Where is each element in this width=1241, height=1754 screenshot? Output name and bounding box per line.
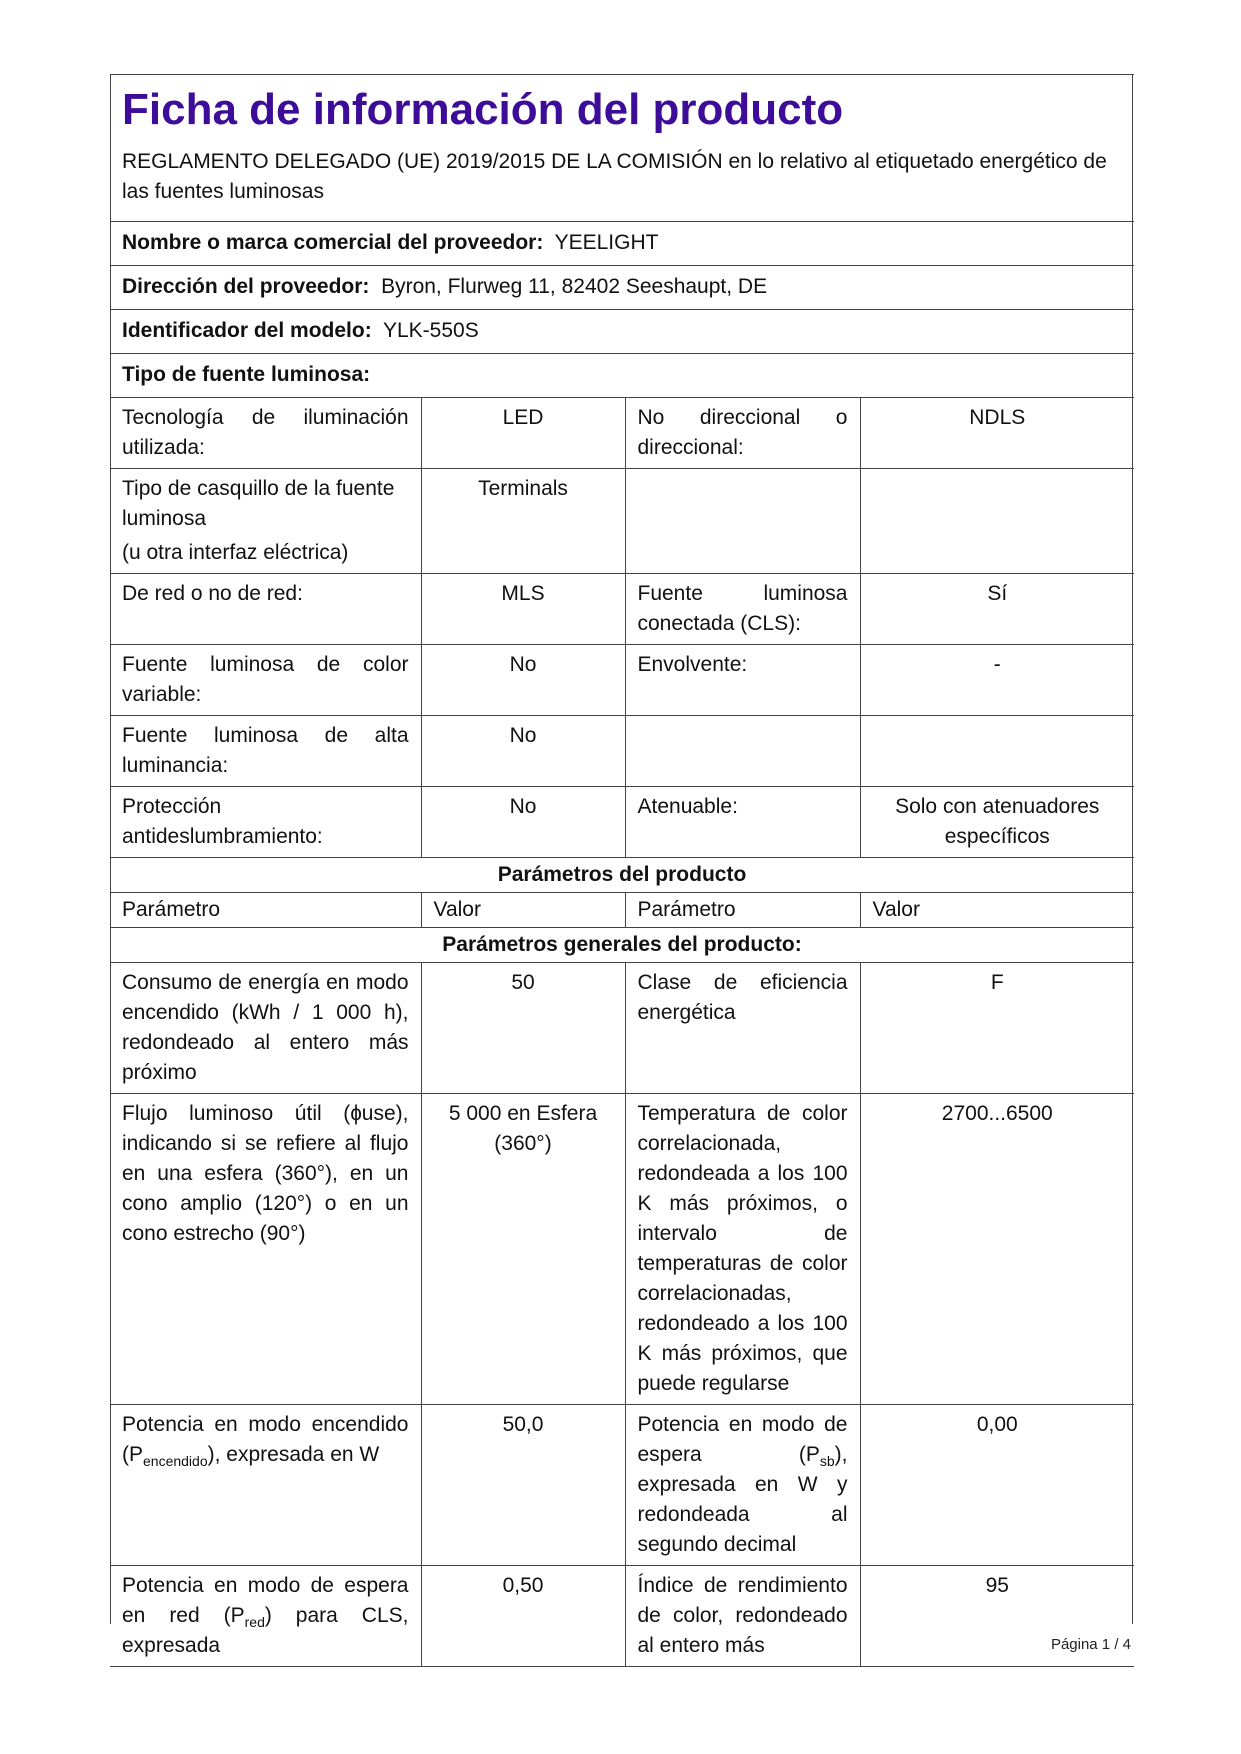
cell-label: Fuente luminosa de alta luminancia: — [110, 716, 421, 787]
cell-value: - — [860, 645, 1134, 716]
table-row — [110, 787, 1134, 858]
table-row — [110, 716, 1134, 787]
page-title: Ficha de información del producto — [122, 85, 844, 134]
model-row — [110, 310, 1134, 354]
cell-value: 0,00 — [860, 1405, 1134, 1566]
address-label: Dirección del proveedor: — [122, 275, 370, 298]
cell-label: Atenuable: — [625, 787, 860, 858]
address-row — [110, 266, 1134, 310]
cell-value: No — [421, 716, 625, 787]
product-table — [110, 398, 1134, 1667]
frame-right-border — [1132, 74, 1133, 1624]
cell-label-line: Tipo de casquillo de la fuente luminosa — [122, 477, 395, 530]
cell-label: Fuente luminosa de color variable: — [110, 645, 421, 716]
table-row — [110, 398, 1134, 469]
cell-value: F — [860, 963, 1134, 1094]
column-header: Parámetro — [625, 893, 860, 928]
cell-label — [625, 469, 860, 574]
cell-value: 5 000 en Esfera (360°) — [421, 1094, 625, 1405]
cell-value: MLS — [421, 574, 625, 645]
cell-label: No direccional o direccional: — [625, 398, 860, 469]
section-heading-row — [110, 928, 1134, 963]
cell-label: Envolvente: — [625, 645, 860, 716]
cell-value: 50 — [421, 963, 625, 1094]
cell-label: Índice de rendimiento de color, redondeado al entero más — [625, 1566, 860, 1667]
cell-value — [860, 716, 1134, 787]
cell-value: 2700...6500 — [860, 1094, 1134, 1405]
cell-label: Consumo de energía en modo encendido (kWh / 1 000 h), redondeado al entero más próximo — [110, 963, 421, 1094]
cell-value: No — [421, 787, 625, 858]
cell-label: Tecnología de iluminación utilizada: — [110, 398, 421, 469]
cell-label — [110, 469, 421, 574]
cell-value: No — [421, 645, 625, 716]
cell-value: NDLS — [860, 398, 1134, 469]
cell-label — [625, 716, 860, 787]
product-params-heading: Parámetros del producto — [110, 858, 1134, 893]
cell-label: Temperatura de color correlacionada, redondeada a los 100 K más próximos, o intervalo de temperaturas de color correlacionadas, redondeado a los 100 K más próximos, que puede regularse — [625, 1094, 860, 1405]
general-params-heading: Parámetros generales del producto: — [110, 928, 1134, 963]
cell-value — [860, 469, 1134, 574]
cell-label: Flujo luminoso útil (ɸuse), indicando si se refiere al flujo en una esfera (360°), en un cono amplio (120°) o en un cono estrecho (90°) — [110, 1094, 421, 1405]
regulation-subtitle: REGLAMENTO DELEGADO (UE) 2019/2015 DE LA COMISIÓN en lo relativo al etiquetado energético de las fuentes luminosas — [122, 150, 1107, 203]
cell-value: LED — [421, 398, 625, 469]
header-block — [110, 75, 1134, 222]
cell-value: 50,0 — [421, 1405, 625, 1566]
cell-value: 0,50 — [421, 1566, 625, 1667]
page-number: Página 1 / 4 — [1050, 1636, 1131, 1653]
cell-label: Clase de eficiencia energética — [625, 963, 860, 1094]
source-type-row — [110, 354, 1134, 398]
table-row — [110, 574, 1134, 645]
cell-label: Fuente luminosa conectada (CLS): — [625, 574, 860, 645]
table-row — [110, 645, 1134, 716]
supplier-label: Nombre o marca comercial del proveedor: — [122, 231, 544, 254]
model-value: YLK-550S — [382, 319, 479, 342]
cell-label: De red o no de red: — [110, 574, 421, 645]
product-info-sheet — [110, 74, 1134, 1667]
table-row — [110, 963, 1134, 1094]
column-header: Valor — [421, 893, 625, 928]
column-header: Valor — [860, 893, 1134, 928]
cell-label: Potencia en modo de espera $(P_{sb})$, expresada en W y redondeada al segundo decimal — [625, 1405, 860, 1566]
table-row — [110, 1566, 1134, 1667]
column-header-row — [110, 893, 1134, 928]
cell-value: Solo con atenuadores específicos — [860, 787, 1134, 858]
address-value: Byron, Flurweg 11, 82402 Seeshaupt, DE — [381, 275, 768, 298]
table-row — [110, 469, 1134, 574]
model-label: Identificador del modelo: — [122, 319, 372, 342]
cell-label-note: (u otra interfaz eléctrica) — [122, 541, 349, 564]
column-header: Parámetro — [110, 893, 421, 928]
cell-label: Potencia en modo encendido $(P_{encendido})$, expresada en W — [110, 1405, 421, 1566]
table-row — [110, 1405, 1134, 1566]
cell-value: 95 — [860, 1566, 1134, 1667]
source-type-label: Tipo de fuente luminosa: — [122, 363, 371, 386]
section-heading-row — [110, 858, 1134, 893]
supplier-row — [110, 222, 1134, 266]
cell-value: Sí — [860, 574, 1134, 645]
supplier-value: YEELIGHT — [554, 231, 659, 254]
cell-label: Protección antideslumbramiento: — [110, 787, 421, 858]
cell-label: Potencia en modo de espera en red $(P_{red})$ para CLS, expresada — [110, 1566, 421, 1667]
table-row — [110, 1094, 1134, 1405]
cell-value: Terminals — [421, 469, 625, 574]
frame-left-border — [110, 74, 111, 1624]
